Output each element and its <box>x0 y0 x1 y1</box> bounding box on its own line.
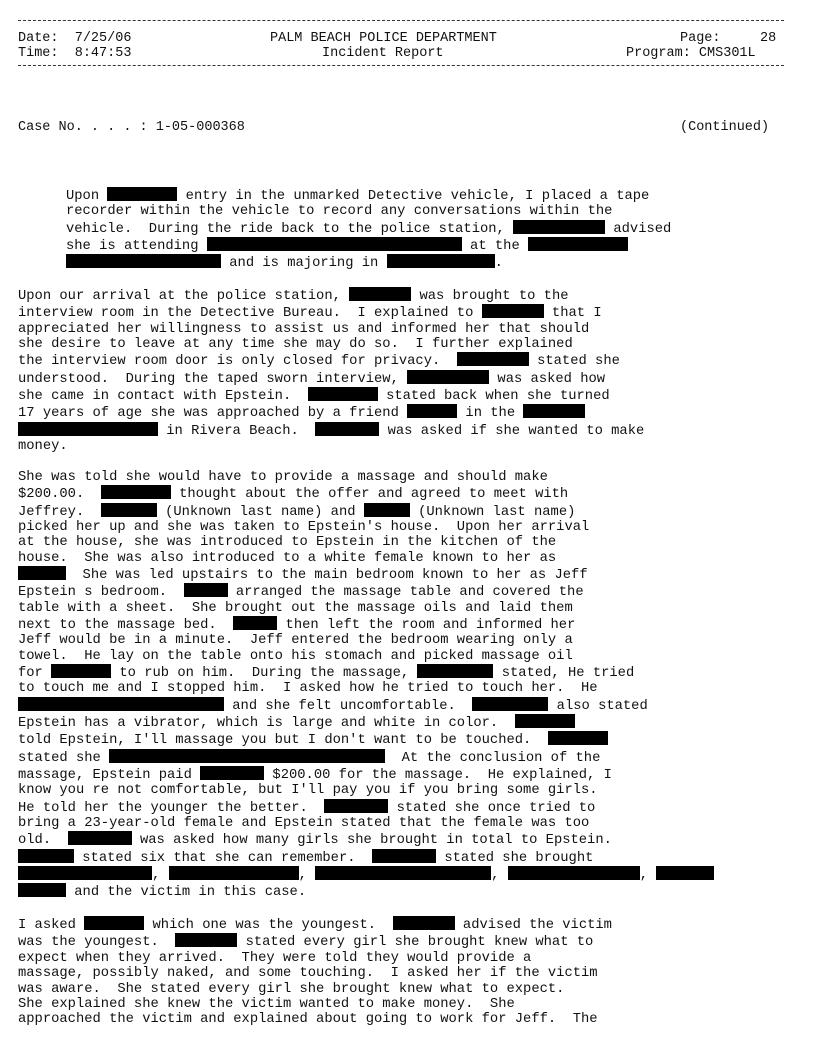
text-line <box>18 633 788 648</box>
text-segment: was asked how many girls she brought in total to Epstein. <box>131 833 612 849</box>
text-segment: Jeff would be in a minute. Jeff entered the bedroom wearing only a <box>18 633 573 649</box>
program-line <box>626 46 756 61</box>
text-segment: He told her the younger the better. <box>18 800 325 816</box>
text-segment: massage, Epstein paid <box>18 768 201 784</box>
redaction-block <box>18 883 66 897</box>
text-segment: stated she <box>18 750 110 766</box>
text-line <box>18 966 788 981</box>
text-segment: money. <box>18 439 68 455</box>
redaction-block <box>207 237 462 251</box>
text-line <box>18 503 788 520</box>
text-line <box>18 352 788 369</box>
text-line <box>18 387 788 404</box>
text-segment: in Rivera Beach. <box>158 423 316 439</box>
redaction-block <box>68 831 132 845</box>
text-line <box>18 866 788 883</box>
text-line <box>18 485 788 502</box>
text-segment: recorder within the vehicle to record any conversations within the <box>66 204 613 220</box>
text-segment: the interview room door is only closed for privacy. <box>18 354 457 370</box>
text-segment: told Epstein, I'll massage you but I don't want to be touched. <box>18 733 548 749</box>
redaction-block <box>184 583 228 597</box>
text-segment: was the youngest. <box>18 935 176 951</box>
program-code: CMS301L <box>698 46 756 61</box>
report-body <box>18 187 788 1043</box>
text-segment: , <box>639 868 657 884</box>
text-line <box>18 783 788 798</box>
text-line <box>18 649 788 664</box>
narrative-paragraph <box>18 187 788 272</box>
case-line <box>18 120 245 135</box>
text-segment: arranged the massage table and covered the <box>227 585 584 601</box>
narrative-paragraph <box>18 287 788 454</box>
text-segment: stated six that she can remember. <box>74 850 373 866</box>
redaction-block <box>18 422 158 436</box>
text-segment: bring a 23-year-old female and Epstein stated that the female was too <box>18 816 590 832</box>
redaction-block <box>66 254 221 268</box>
redaction-block <box>315 422 379 436</box>
text-segment: stated back when she turned <box>377 389 610 405</box>
redaction-block <box>417 664 493 678</box>
time-label: Time: <box>18 46 59 61</box>
time-line <box>18 46 131 61</box>
redaction-block <box>387 254 495 268</box>
text-line <box>18 951 788 966</box>
redaction-block <box>457 352 529 366</box>
text-line <box>18 883 788 900</box>
text-segment: was asked if she wanted to make <box>379 423 645 439</box>
text-segment: stated she <box>528 354 620 370</box>
redaction-block <box>18 566 66 580</box>
redaction-block <box>308 387 378 401</box>
text-line <box>18 697 788 714</box>
text-segment: $200.00. <box>18 487 101 503</box>
department-name: PALM BEACH POLICE DEPARTMENT <box>270 31 497 46</box>
redaction-block <box>101 485 171 499</box>
text-segment: Upon our arrival at the police station, <box>18 289 350 305</box>
text-line <box>18 766 788 783</box>
text-line <box>18 520 788 535</box>
redaction-block <box>107 187 177 201</box>
text-segment: she desire to leave at any time she may do so. I further explained <box>18 337 573 353</box>
text-segment: for <box>18 665 52 681</box>
text-line <box>18 337 788 352</box>
text-segment: next to the massage bed. <box>18 617 234 633</box>
redaction-block <box>84 916 144 930</box>
text-segment: understood. During the taped sworn interview, <box>18 371 408 387</box>
text-line <box>18 187 788 204</box>
text-line <box>18 849 788 866</box>
text-segment: stated she once tried to <box>388 800 596 816</box>
redaction-block <box>508 866 640 880</box>
program-label: Program: <box>626 46 691 61</box>
text-segment: at the <box>461 239 529 255</box>
text-line <box>18 322 788 337</box>
text-segment: she came in contact with Epstein. <box>18 389 308 405</box>
redaction-block <box>482 304 544 318</box>
text-line <box>18 583 788 600</box>
text-segment: towel. He lay on the table onto his stomach and picked massage oil <box>18 648 573 664</box>
redaction-block <box>233 616 277 630</box>
text-line <box>18 681 788 696</box>
redaction-block <box>109 749 385 763</box>
text-line <box>18 220 788 237</box>
text-segment: , <box>152 868 169 884</box>
text-segment: She was told she would have to provide a massage and should make <box>18 469 548 485</box>
text-segment: to rub on him. During the massage, <box>111 665 418 681</box>
text-segment: . <box>494 256 503 272</box>
text-segment: I asked <box>18 918 85 934</box>
text-segment: house. She was also introduced to a white female known to her as <box>18 550 557 566</box>
report-type: Incident Report <box>322 46 444 61</box>
redaction-block <box>18 866 152 880</box>
text-segment: , <box>298 868 316 884</box>
text-line <box>18 404 788 421</box>
text-line <box>18 254 788 271</box>
text-line <box>18 664 788 681</box>
redaction-block <box>548 731 608 745</box>
text-line <box>18 370 788 387</box>
redaction-block <box>51 664 111 678</box>
text-line <box>18 204 788 219</box>
text-line <box>18 535 788 550</box>
text-line <box>18 714 788 731</box>
text-segment: stated, He tried <box>493 665 635 681</box>
case-number: 1-05-000368 <box>155 120 245 135</box>
text-segment: expect when they arrived. They were told they would provide a <box>18 950 532 966</box>
narrative-paragraph <box>18 916 788 1027</box>
report-time: 8:47:53 <box>74 46 132 61</box>
text-segment: advised <box>605 221 672 237</box>
redaction-block <box>349 287 411 301</box>
text-line <box>18 831 788 848</box>
text-line <box>18 237 788 254</box>
text-line <box>18 551 788 566</box>
redaction-block <box>393 916 455 930</box>
text-line <box>18 1012 788 1027</box>
redaction-block <box>372 849 436 863</box>
text-segment: At the conclusion of the <box>385 750 601 766</box>
redaction-block <box>513 220 605 234</box>
page-number: 28 <box>760 31 777 46</box>
text-segment: stated every girl she brought knew what to <box>237 935 594 951</box>
redaction-block <box>472 697 548 711</box>
text-segment: at the house, she was introduced to Epstein in the kitchen of the <box>18 535 557 551</box>
redaction-block <box>18 849 74 863</box>
date-line <box>18 31 131 46</box>
text-line <box>18 601 788 616</box>
text-segment: she is attending <box>66 239 207 255</box>
text-segment: (Unknown last name) <box>409 504 576 520</box>
redaction-block <box>101 503 157 517</box>
text-line <box>18 749 788 766</box>
text-segment: was aware. She stated every girl she brought knew what to expect. <box>18 981 565 997</box>
text-line <box>18 422 788 439</box>
text-segment: advised the victim <box>454 918 612 934</box>
redaction-block <box>528 237 628 251</box>
redaction-block <box>515 714 575 728</box>
text-segment: vehicle. During the ride back to the police station, <box>66 221 514 237</box>
narrative-paragraph <box>18 470 788 901</box>
text-line <box>18 933 788 950</box>
date-label: Date: <box>18 31 59 46</box>
text-segment: table with a sheet. She brought out the massage oils and laid them <box>18 600 573 616</box>
text-segment: $200.00 for the massage. He explained, I <box>264 768 612 784</box>
text-segment: thought about the offer and agreed to meet with <box>170 487 569 503</box>
text-line <box>18 287 788 304</box>
text-line <box>18 997 788 1012</box>
redaction-block <box>407 404 457 418</box>
text-segment: that I <box>543 306 602 322</box>
text-segment: old. <box>18 833 68 849</box>
text-segment: entry in the unmarked Detective vehicle, I placed a tape <box>177 189 650 204</box>
text-segment: which one was the youngest. <box>144 918 393 934</box>
report-date: 7/25/06 <box>74 31 132 46</box>
text-segment: was brought to the <box>411 289 569 305</box>
text-segment: also stated <box>548 698 648 714</box>
case-label: Case No. . . . : <box>18 120 156 135</box>
text-line <box>18 916 788 933</box>
text-line <box>18 616 788 633</box>
text-line <box>18 799 788 816</box>
header-bottom-rule <box>18 65 784 66</box>
text-segment: She explained she knew the victim wanted to make money. She <box>18 996 515 1012</box>
text-line <box>18 439 788 454</box>
redaction-block <box>656 866 714 880</box>
page-label: Page: <box>680 31 721 46</box>
redaction-block <box>315 866 491 880</box>
text-segment: Jeffrey. <box>18 504 101 520</box>
text-segment: massage, possibly naked, and some touching. I asked her if the victim <box>18 966 598 982</box>
text-segment: then left the room and informed her <box>277 617 576 633</box>
text-segment: and she felt uncomfortable. <box>224 698 473 714</box>
redaction-block <box>169 866 299 880</box>
continued-marker: (Continued) <box>680 120 770 135</box>
text-segment: and the victim in this case. <box>66 885 307 901</box>
text-segment: Upon <box>66 189 108 204</box>
text-segment: stated she brought <box>436 850 594 866</box>
text-line <box>18 816 788 831</box>
text-segment: appreciated her willingness to assist us and informed her that should <box>18 321 590 337</box>
text-segment: approached the victim and explained about going to work for Jeff. The <box>18 1012 598 1028</box>
redaction-block <box>364 503 410 517</box>
redaction-block <box>407 370 489 384</box>
text-segment: interview room in the Detective Bureau. I explained to <box>18 306 482 322</box>
redaction-block <box>175 933 237 947</box>
text-segment: in the <box>457 406 524 422</box>
text-segment: picked her up and she was taken to Epstein's house. Upon her arrival <box>18 519 590 535</box>
text-line <box>18 731 788 748</box>
text-line <box>18 470 788 485</box>
text-segment: 17 years of age she was approached by a friend <box>18 406 408 422</box>
text-segment: (Unknown last name) and <box>156 504 364 520</box>
redaction-block <box>523 404 585 418</box>
text-line <box>18 566 788 583</box>
text-segment: to touch me and I stopped him. I asked how he tried to touch her. He <box>18 681 598 697</box>
text-segment: Epstein has a vibrator, which is large and white in color. <box>18 716 515 731</box>
header-top-rule <box>18 20 784 21</box>
text-segment: , <box>491 868 508 884</box>
redaction-block <box>200 766 264 780</box>
text-segment: and is majoring in <box>221 256 387 272</box>
text-line <box>18 982 788 997</box>
text-segment: know you re not comfortable, but I'll pay you if you bring some girls. <box>18 783 598 799</box>
text-segment: Epstein s bedroom. <box>18 585 184 601</box>
text-segment: was asked how <box>489 371 606 387</box>
redaction-block <box>18 697 224 711</box>
text-segment: She was led upstairs to the main bedroom known to her as Jeff <box>66 567 588 583</box>
redaction-block <box>324 799 388 813</box>
text-line <box>18 304 788 321</box>
